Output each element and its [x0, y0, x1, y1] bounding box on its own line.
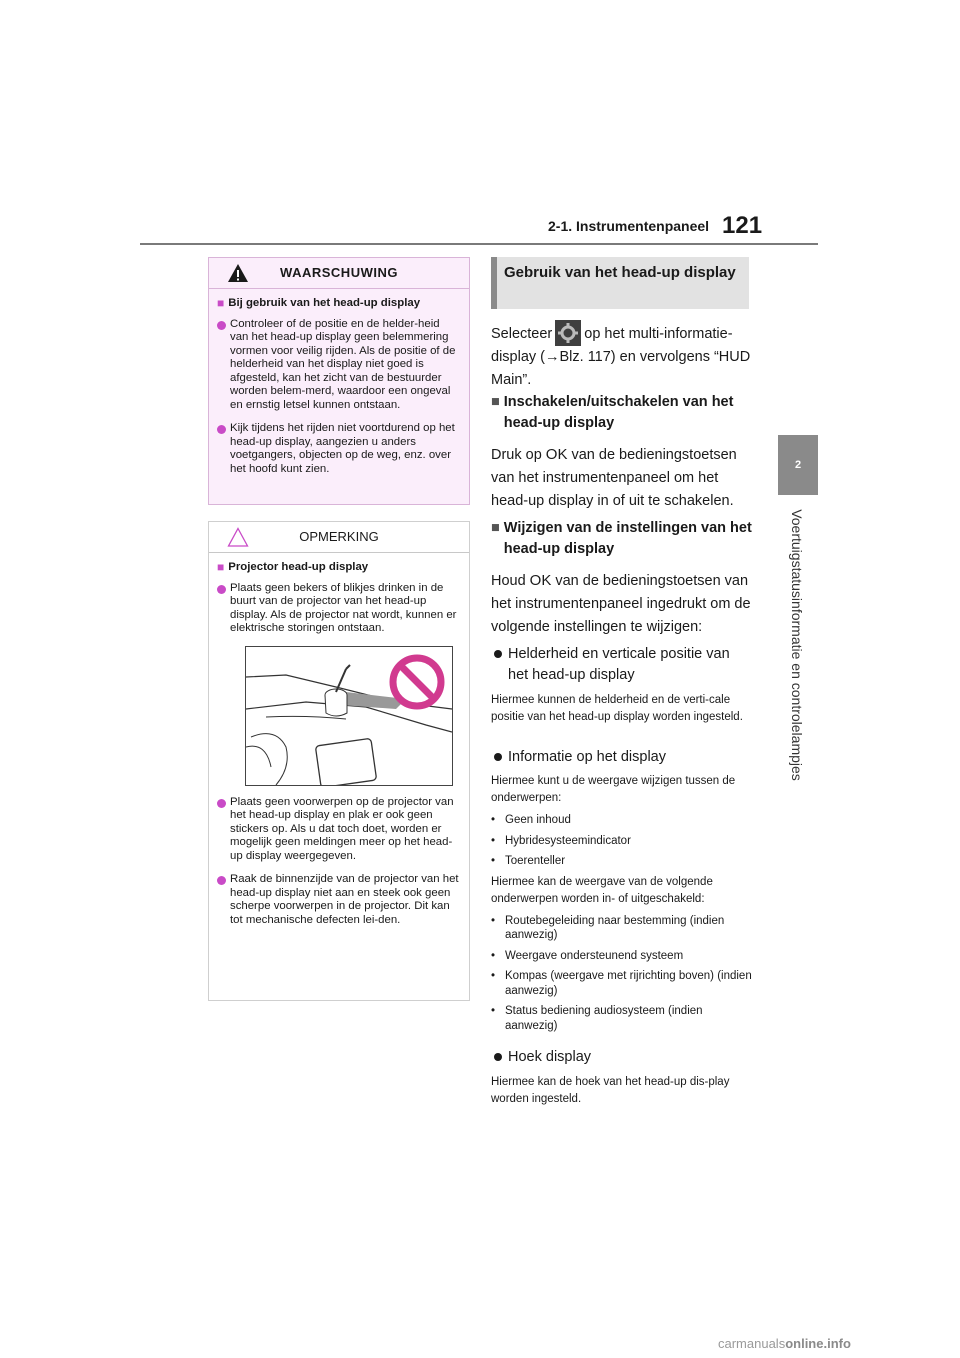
section-bar	[491, 257, 497, 309]
intro-text-a: Selecteer	[491, 326, 553, 342]
projector-illustration	[245, 646, 453, 786]
note-header	[209, 522, 469, 553]
intro-text-b: op het multi-informatie-display (→Blz. 117) en vervolgens “HUD Main”.	[491, 326, 751, 388]
bullet-icon	[494, 753, 502, 761]
square-bullet-icon: ■	[491, 520, 500, 536]
list-item: Status bediening audiosysteem (indien aanwezig)	[505, 1005, 703, 1032]
note-title: OPMERKING	[299, 529, 379, 544]
chapter-title	[766, 500, 828, 790]
warning-title: WAARSCHUWING	[280, 265, 398, 280]
watermark-b: online.info	[785, 1336, 851, 1351]
list-item: Weergave ondersteunend systeem	[505, 949, 684, 962]
sub2-text-a: Houd	[491, 573, 526, 589]
sub2-block	[491, 518, 753, 639]
bullet-icon	[217, 799, 226, 808]
sub1-heading: Inschakelen/uitschakelen van het head-up display	[503, 394, 734, 431]
warning-header	[209, 258, 469, 289]
header-section: 2-1. Instrumentenpaneel	[548, 218, 710, 234]
list-item: Toerenteller	[505, 855, 566, 867]
option1-block	[491, 644, 753, 726]
option2-block: Informatie op het display Hiermee kunt u de weergave wijzigen tussen de onderwerpen: • Geen inhoud • Hybridesysteemindicator • Toerenteller Hiermee kan de weergave van de volgende onderwerpen worden in- of uitgeschakeld: • Routebegeleiding naar bestemming (indien aanwezig) • Weergave ondersteunend systeem • Kompas (weergave met rijrichting boven) (indien aanwezig) • Status bediening audiosysteem (indien aanwezig)	[491, 749, 752, 1032]
chapter-title-text: Voertuigstatusinformatie en controlelampjes	[789, 509, 805, 781]
watermark	[718, 1336, 851, 1351]
bullet-icon	[217, 585, 226, 594]
option1-desc: Hiermee kunnen de helderheid en de verti-cale positie van het head-up display worden ingesteld.	[491, 694, 743, 723]
sub2-heading: Wijzigen van de instellingen van het head-up display	[503, 520, 752, 557]
list-item: Routebegeleiding naar bestemming (indien aanwezig)	[505, 914, 725, 941]
section-title: Gebruik van het head-up display	[504, 264, 736, 281]
intro-paragraph	[491, 320, 753, 392]
note-item: Raak de binnenzijde van de projector van het head-up display niet aan en steek ook geen scherpe voorwerpen in de projector. Dit kan tot mechanische defecten lei-den.	[230, 873, 459, 926]
option1-heading: Helderheid en verticale positie van het head-up display	[508, 646, 730, 683]
warning-item: Controleer of de positie en de helder-heid van het head-up display geen belemmering vormen voor veilig rijden. Als de positie of de helderheid van het display niet goed is afgesteld, kan het zicht van de bestuurder worden belem-merd, waardoor een ongeval en ernstig letsel kunnen ontstaan.	[230, 317, 456, 411]
option2-desc: Hiermee kunt u de weergave wijzigen tussen de onderwerpen:	[491, 775, 736, 804]
sub1-text-a: Druk op	[491, 447, 542, 463]
watermark-a: carmanuals	[718, 1336, 786, 1351]
bullet-icon	[217, 425, 226, 434]
square-bullet-icon: ■	[217, 296, 225, 310]
list-item: Hybridesysteemindicator	[505, 834, 631, 847]
ok-button-icon: OK	[545, 446, 568, 463]
header-rule	[140, 243, 818, 245]
option2-heading: Informatie op het display	[508, 749, 666, 765]
list-item: Geen inhoud	[505, 814, 571, 826]
section-header	[491, 257, 749, 309]
page-number: 121	[722, 212, 763, 239]
gear-icon	[555, 320, 581, 346]
chapter-tab: 2	[778, 435, 818, 495]
note-box	[208, 521, 470, 1001]
sub1-block	[491, 392, 753, 513]
warning-item: Kijk tijdens het rijden niet voortdurend op het head-up display, aangezien u anders voetgangers, objecten op de weg, enz. over het hoofd kunt zien.	[230, 422, 455, 475]
square-bullet-icon: ■	[217, 560, 225, 574]
option3-heading: Hoek display	[508, 1049, 592, 1065]
option2-desc2: Hiermee kan de weergave van de volgende onderwerpen worden in- of uitgeschakeld:	[491, 875, 713, 905]
bullet-icon	[494, 1053, 502, 1061]
bullet-icon	[494, 650, 502, 658]
option3-desc: Hiermee kan de hoek van het head-up dis-play worden ingesteld.	[491, 1076, 730, 1105]
square-bullet-icon: ■	[491, 394, 500, 410]
bullet-icon	[217, 876, 226, 885]
note-subheading: Projector head-up display	[228, 561, 369, 573]
warning-subheading: Bij gebruik van het head-up display	[228, 297, 421, 309]
option3-block	[491, 1047, 753, 1108]
sub1-text-b: van de bedieningstoetsen van het instrumentenpaneel om het head-up display in of uit te schakelen.	[491, 447, 737, 509]
list-item: Kompas (weergave met rijrichting boven) (indien aanwezig)	[505, 970, 752, 997]
note-item: Plaats geen bekers of blikjes drinken in de buurt van de projector van het head-up display. Als de projector nat wordt, kunnen er elektrische storingen ontstaan.	[230, 581, 457, 634]
warning-box	[208, 257, 470, 505]
note-item: Plaats geen voorwerpen op de projector van het head-up display en plak er ook geen stickers op. Als u dat toch doet, worden er mogelijk geen meldingen meer op het head-up display weergegeven.	[230, 795, 454, 862]
ok-button-icon: OK	[529, 572, 552, 589]
bullet-icon	[217, 321, 226, 330]
sub2-text-b: van de bedieningstoetsen van het instrumentenpaneel ingedrukt om de volgende instellingen te wijzigen:	[491, 573, 751, 635]
